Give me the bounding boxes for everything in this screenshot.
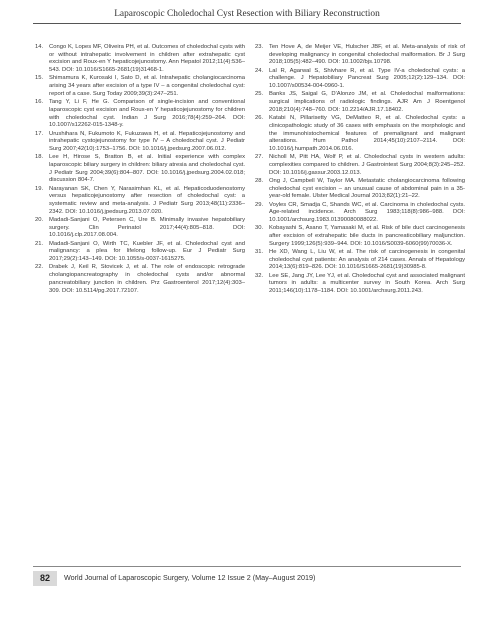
reference-number: 17. [35, 130, 44, 137]
reference-item [35, 44, 245, 75]
reference-item [255, 44, 465, 67]
page-number-badge: 82 [33, 571, 57, 586]
reference-number: 19. [35, 185, 44, 192]
reference-number: 27. [255, 154, 264, 161]
reference-item [35, 131, 245, 154]
reference-number: 20. [35, 217, 44, 224]
reference-item [255, 154, 465, 177]
reference-item [35, 264, 245, 295]
reference-number: 25. [255, 91, 264, 98]
running-title: Laparoscopic Choledochal Cyst Resection with Biliary Reconstruction [114, 9, 380, 19]
reference-text: Urushihara N, Fukumoto K, Fukuzawa H, et al. Hepaticojejunostomy and intrahepatic cystojejunostomy for type IV – A choledochal cyst. J Pediatr Surg 2007;42(10):1753–1756. DOI: 10.1016/j.jpedsurg.2007.06.012. [49, 130, 245, 152]
reference-number: 28. [255, 177, 264, 184]
reference-text: Lee SE, Jang JY, Lee YJ, et al. Choledochal cyst and associated malignant tumors in adults: a multicenter survey in South Korea. Arch Surg 2011;146(10):1178–1184. DOI: 10.1001/archsurg.2011.243. [269, 272, 465, 295]
reference-text: Congo K, Lopes MF, Oliveira PH, et al. Outcomes of choledochal cysts with or without intrahepatic involvement in children after extrahepatic cyst excision and Roux-en Y hepaticojejunostomy. Ann Hepatol 2012;11(4):536–543. DOI: 10.1016/S1665-2681(19)31468-1. [49, 44, 245, 74]
reference-text: Madadi-Sanjani O, Wirth TC, Kuebler JF, et al. Choledochal cyst and malignancy: a plea for lifelong follow-up. Eur J Pediatr Surg 2017;29(2):143–149. DOI: 10.1055/s-0037-1615275. [49, 240, 245, 263]
reference-number: 31. [255, 249, 264, 256]
reference-item [255, 91, 465, 114]
reference-text: Lee H, Hirose S, Bratton B, et al. Initial experience with complex laparoscopic biliary surgery in children: biliary atresia and choledochal cyst. J Pediatr Surg 2004;39(6):804–807. DOI: 10.1016/j.jpedsurg.2004.02.018; discussion 804-7. [49, 154, 245, 184]
reference-text: Tang Y, Li F, He G. Comparison of single-incision and conventional laparoscopic cyst excision and Roux-en Y hepaticojejunostomy for children with choledochal cyst. Indian J Surg 2016;78(4):259–264. DOI: 10.1007/s12262-015-1348-y. [49, 99, 245, 129]
reference-item [255, 115, 465, 154]
reference-item [35, 186, 245, 217]
reference-item [255, 202, 465, 225]
reference-number: 29. [255, 201, 264, 208]
reference-number: 24. [255, 67, 264, 74]
header-divider [33, 23, 461, 24]
reference-item [35, 99, 245, 130]
reference-item [255, 225, 465, 248]
reference-item [255, 68, 465, 91]
references-column-right [255, 44, 465, 296]
reference-item [255, 273, 465, 296]
reference-text: Ong J, Campbell W, Taylor MA. Metastatic cholangiocarcinoma following choledochal cyst excision – an unusual cause of abdominal pain in a 35-year-old female. Ulster Medical Journal 2013;82(1):21–22. [269, 177, 465, 200]
reference-item [255, 249, 465, 272]
reference-text: Madadi-Sanjani O, Petersen C, Ure B. Minimally invasive hepatobiliary surgery. Clin Perinatol 2017;44(4):805–818. DOI: 10.1016/j.clp.2017.08.004. [49, 217, 245, 239]
reference-item [35, 154, 245, 185]
reference-number: 32. [255, 272, 264, 279]
reference-number: 18. [35, 154, 44, 161]
reference-number: 15. [35, 75, 44, 82]
reference-item [35, 241, 245, 264]
references-column-left [35, 44, 245, 296]
footer-divider [33, 566, 461, 567]
reference-item [35, 217, 245, 240]
reference-item [35, 75, 245, 98]
reference-text: Katabi N, Pillarisetty VG, DeMatteo R, et al. Choledochal cysts: a clinicopathologic study of 36 cases with emphasis on the morphologic and the immunohistochemical features of premalignant and malignant alterations. Hum Pathol 2014;45(10):2107–2114. DOI: 10.1016/j.humpath.2014.06.016. [269, 115, 465, 152]
reference-text: Narayanan SK, Chen Y, Narasimhan KL, et al. Hepaticoduodenostomy versus hepaticojejunostomy after resection of choledochal cyst: a systematic review and meta-analysis. J Pediatr Surg 2013;48(11):2336–2342. DOI: 10.1016/j.jpedsurg.2013.07.020. [49, 185, 245, 215]
reference-item [255, 178, 465, 201]
reference-number: 21. [35, 240, 44, 247]
reference-text: Kobayashi S, Asano T, Yamasaki M, et al. Risk of bile duct carcinogenesis after excision of extrahepatic bile ducts in pancreaticobiliary maljunction. Surgery 1999;126(5):939–944. DOI: 10.1016/S0039-6060(99)70036-X. [269, 225, 465, 247]
reference-text: Nicholl M, Pitt HA, Wolf P, et al. Choledochal cysts in western adults: complexities compared to children. J Gastrointest Surg 2004;8(3):245–252. DOI: 10.1016/j.gassur.2003.12.013. [269, 154, 465, 176]
reference-text: He XD, Wang L, Liu W, et al. The risk of carcinogenesis in congenital choledochal cyst patients: An analysis of 214 cases. Annals of Hepatology 2014;13(6):819–826. DOI: 10.1016/S1665-2681(19)30985-8. [269, 249, 465, 271]
reference-number: 30. [255, 225, 264, 232]
reference-number: 22. [35, 264, 44, 271]
journal-footer: World Journal of Laparoscopic Surgery, Volume 12 Issue 2 (May–August 2019) [64, 573, 316, 582]
reference-text: Banks JS, Saigal G, D'Alonzo JM, et al. Choledochal malformations: surgical implications of radiologic findings. AJR Am J Roentgenol 2018;210(4):748–760. DOI: 10.2214/AJR.17.18402. [269, 91, 465, 113]
reference-text: Ten Hove A, de Meijer VE, Hulscher JBF, et al. Meta-analysis of risk of developing malignancy in congenital choledochal malformation. Br J Surg 2018;105(5):482–490. DOI: 10.1002/bjs.10798. [269, 44, 465, 66]
reference-number: 14. [35, 44, 44, 50]
reference-number: 26. [255, 115, 264, 122]
reference-number: 16. [35, 99, 44, 106]
reference-text: Voyles CR, Smadja C, Shands WC, et al. Carcinoma in choledochal cysts. Age-related incidence. Arch Surg 1983;118(8):986–988. DOI: 10.1001/archsurg.1983.01390080088022. [269, 201, 465, 224]
reference-text: Lal R, Agarwal S, Shivhare R, et al. Type IV-a choledochal cysts: a challenge. J Hepatobiliary Pancreat Surg 2005;12(2):129–134. DOI: 10.1007/s00534-004-0960-1. [269, 67, 465, 90]
reference-text: Drabek J, Keil R, Stovicek J, et al. The role of endoscopic retrograde cholangiopancreatography in choledochal cysts and/or abnormal pancreatobiliary junction in children. Prz Gastroenterol 2017;12(4):303–309. DOI: 10.5114/pg.2017.72107. [49, 264, 245, 294]
reference-number: 23. [255, 44, 264, 50]
reference-text: Shimamura K, Kurosaki I, Sato D, et al. Intrahepatic cholangiocarcinoma arising 34 years after excision of a type IV – a congenital choledochal cyst: report of a case. Surg Today 2009;39(3):247–251. [49, 75, 245, 97]
